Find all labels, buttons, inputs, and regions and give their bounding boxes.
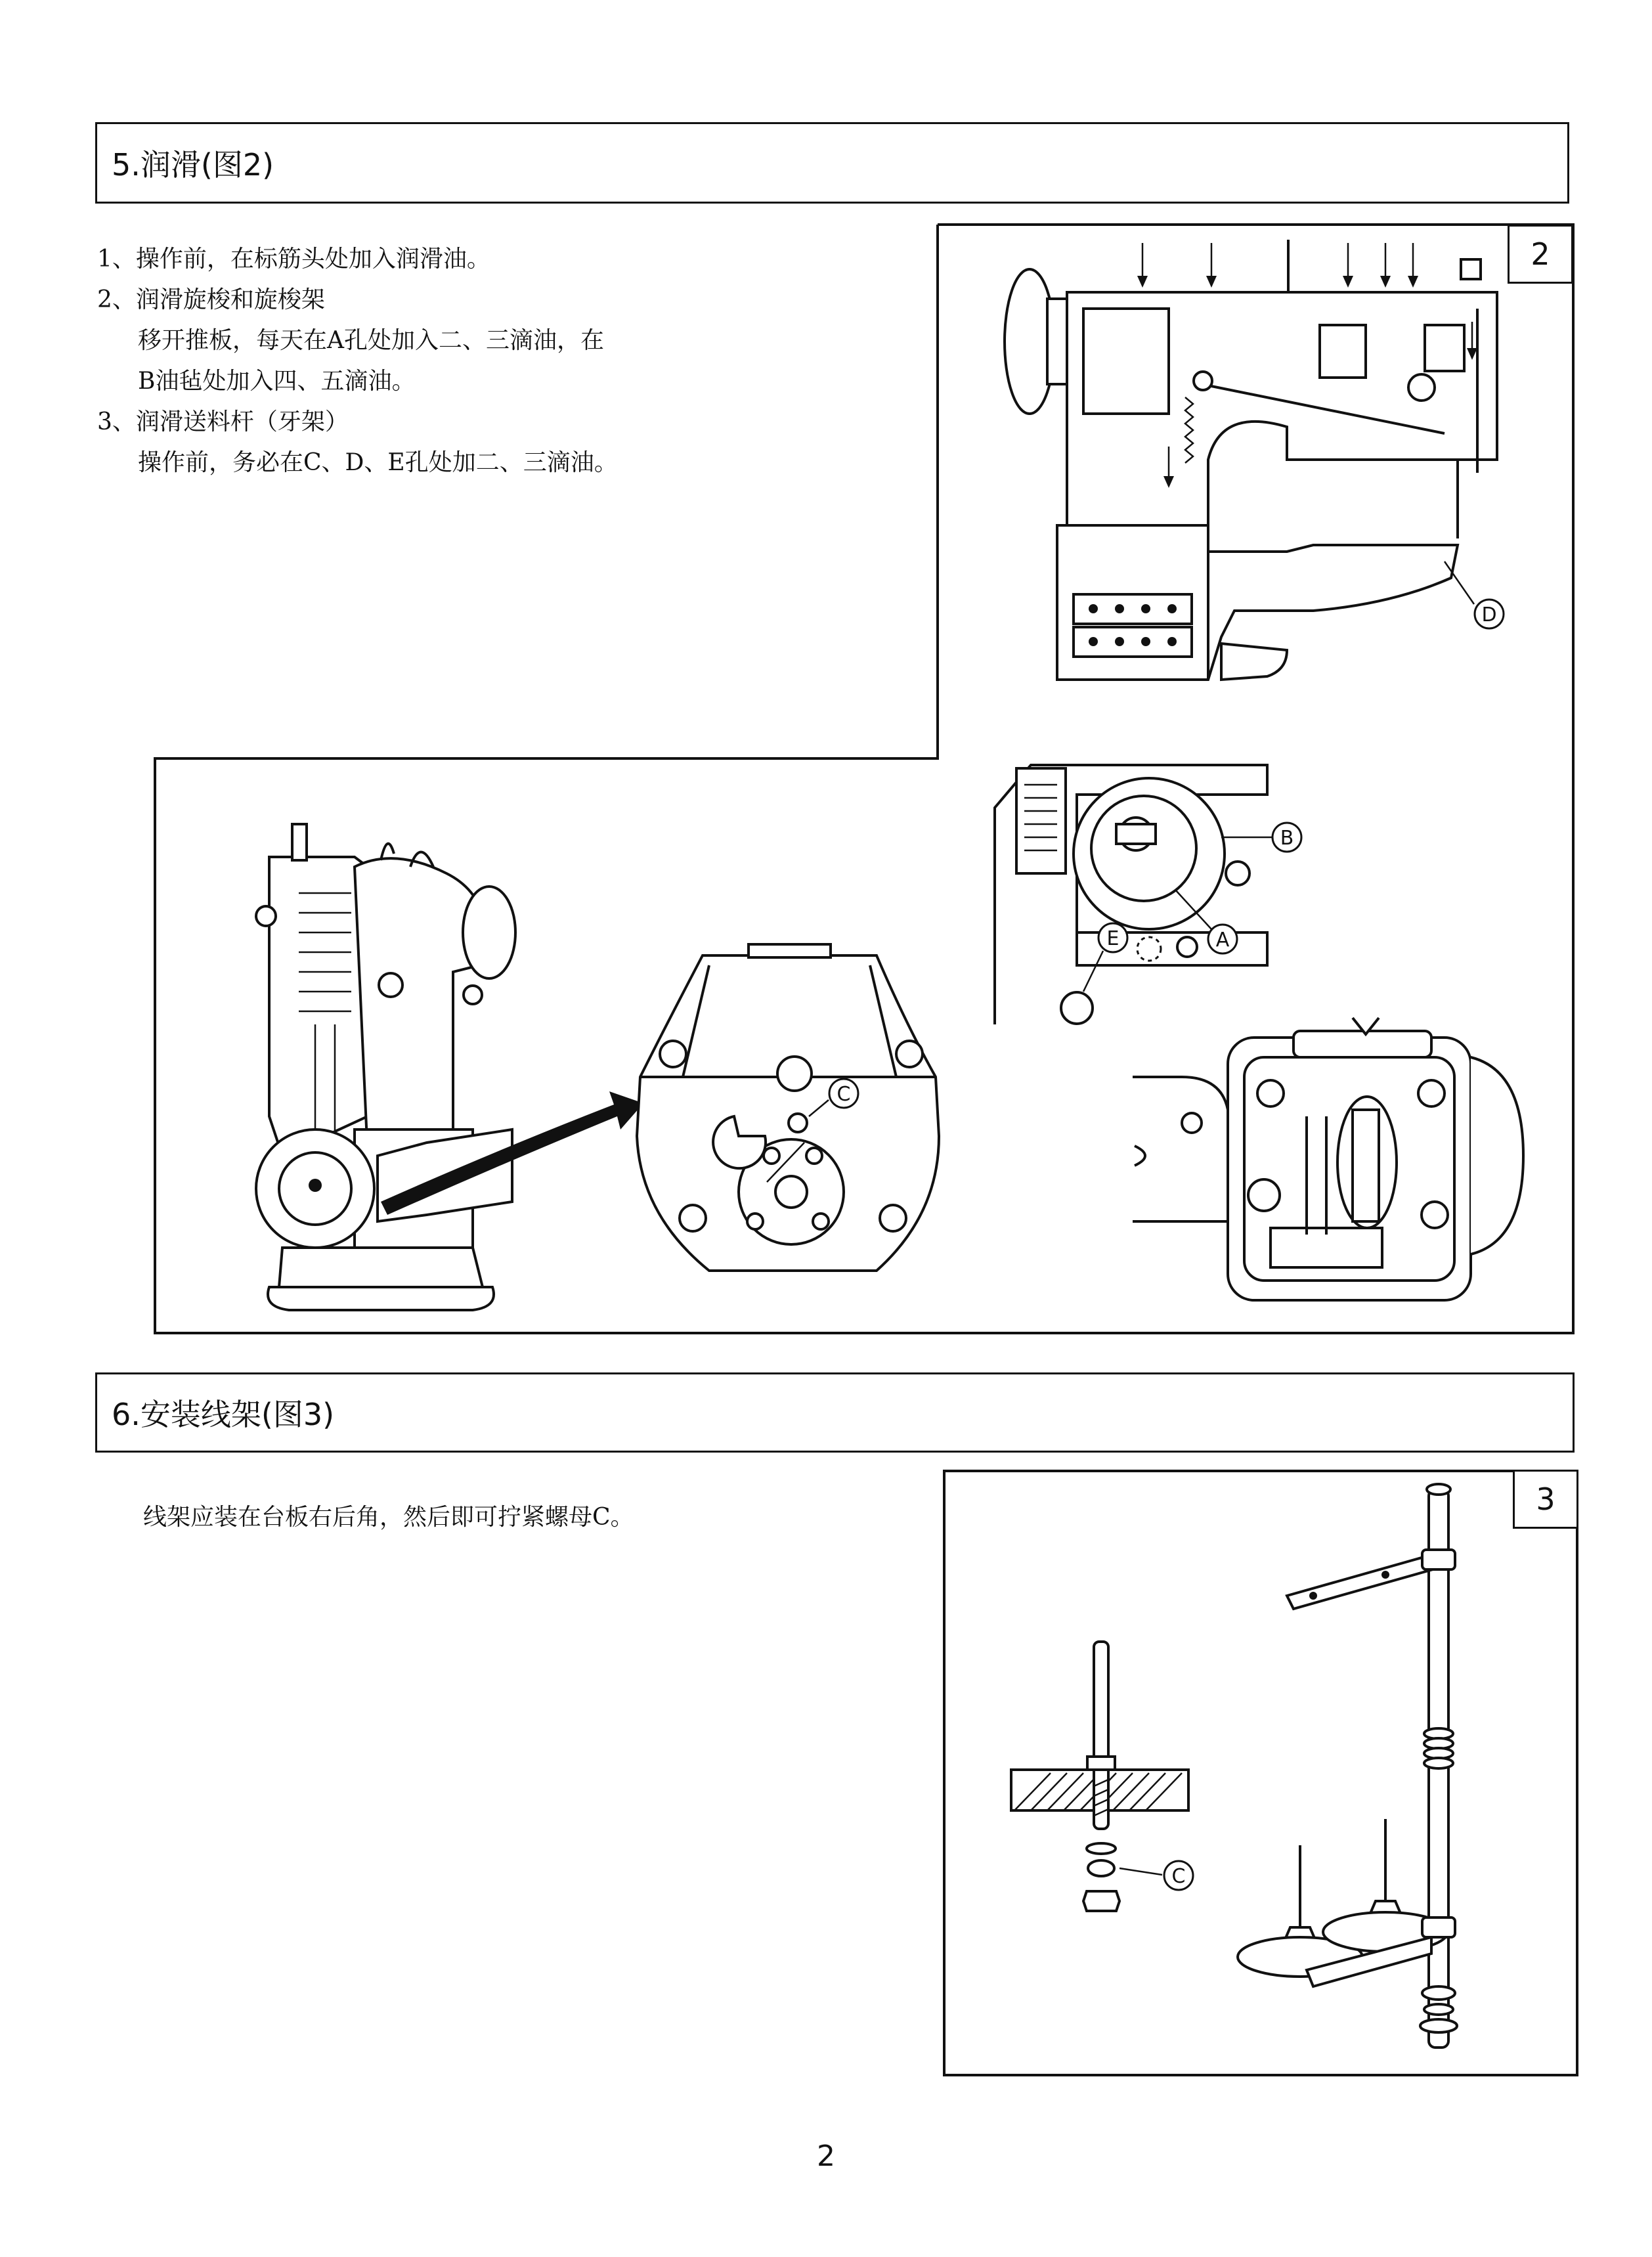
text-line: 线架应装在台板右后角，然后即可拧紧螺母C。 [143, 1504, 634, 1531]
figure-3-number-text: 3 [1536, 1481, 1555, 1517]
text-line: B油毡处加入四、五滴油。 [138, 368, 416, 395]
label-b: B [1280, 827, 1294, 850]
text-line: 2、润滑旋梭和旋梭架 [97, 286, 325, 313]
section-5-title: 5.润滑(图2) [112, 147, 274, 183]
section-6-title: 6.安装线架(图3) [112, 1397, 335, 1432]
text-line: 1、操作前，在标筋头处加入润滑油。 [97, 246, 490, 273]
text-line: 移开推板，每天在A孔处加入二、三滴油，在 [138, 327, 604, 354]
text-line: 操作前，务必在C、D、E孔处加二、三滴油。 [138, 449, 618, 476]
label-c: C [837, 1083, 851, 1106]
label-a: A [1215, 929, 1230, 952]
text-line: 3、润滑送料杆（牙架） [97, 408, 349, 435]
label-e: E [1106, 927, 1119, 950]
label-d: D [1481, 603, 1497, 626]
figure-2-number-text: 2 [1531, 236, 1550, 272]
label-c-fig3: C [1171, 1865, 1186, 1888]
page-number: 2 [817, 2139, 835, 2173]
